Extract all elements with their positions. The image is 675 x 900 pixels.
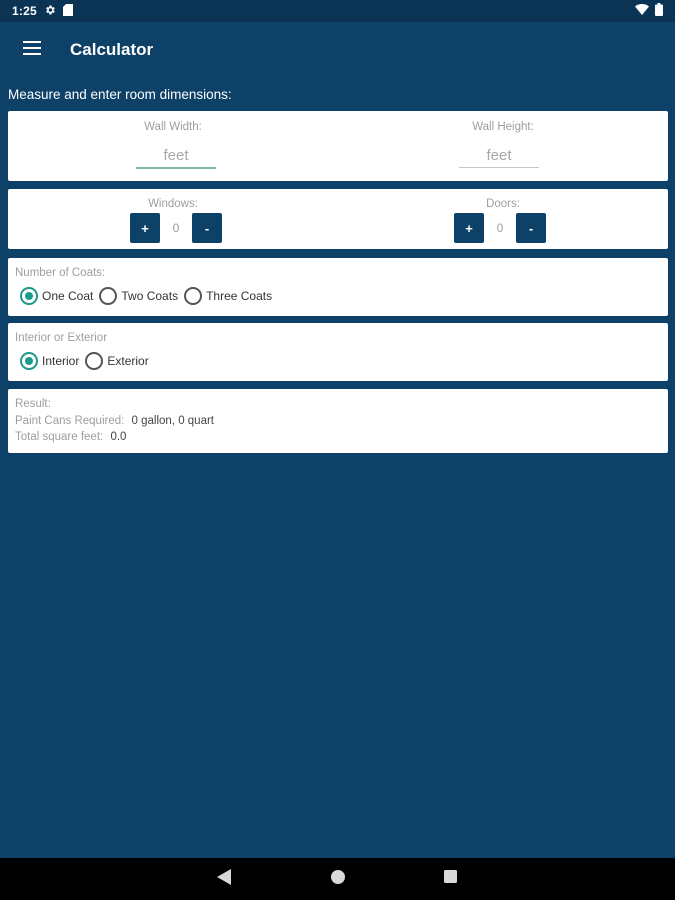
paint-cans-value: 0 gallon, 0 quart <box>131 415 214 427</box>
wall-height-input[interactable] <box>459 143 539 168</box>
radio-three-coats[interactable] <box>184 287 272 305</box>
radio-unchecked-icon <box>85 352 103 370</box>
doors-label: Doors: <box>486 198 520 210</box>
app-title: Calculator <box>70 40 154 59</box>
radio-label: Interior <box>42 354 80 368</box>
radio-label: Two Coats <box>121 289 179 303</box>
radio-unchecked-icon <box>184 287 202 305</box>
paint-cans-row <box>15 415 214 427</box>
radio-two-coats[interactable] <box>99 287 178 305</box>
navigation-bar <box>0 858 675 900</box>
recents-square-icon <box>444 870 457 888</box>
square-feet-value: 0.0 <box>110 431 127 443</box>
windows-label: Windows: <box>148 198 198 210</box>
back-triangle-icon <box>217 869 231 890</box>
home-circle-icon <box>331 870 345 889</box>
recents-button[interactable] <box>440 869 460 889</box>
windows-count: 0 <box>172 221 180 235</box>
doors-minus-button[interactable]: - <box>516 213 546 243</box>
wall-width-input[interactable] <box>136 143 216 169</box>
hamburger-menu-icon <box>23 41 41 60</box>
doors-plus-button[interactable]: + <box>454 213 484 243</box>
status-bar <box>0 0 675 22</box>
radio-checked-icon <box>20 287 38 305</box>
coats-card <box>8 258 668 316</box>
coats-radio-group <box>20 287 278 305</box>
location-radio-group <box>20 352 155 370</box>
radio-label: Three Coats <box>206 289 273 303</box>
status-time: 1:25 <box>12 4 37 18</box>
location-label: Interior or Exterior <box>15 332 108 344</box>
coats-label: Number of Coats: <box>15 267 106 279</box>
instruction-text: Measure and enter room dimensions: <box>8 87 232 102</box>
radio-exterior[interactable] <box>85 352 148 370</box>
radio-label: One Coat <box>42 289 94 303</box>
result-card <box>8 389 668 453</box>
result-title: Result: <box>15 398 51 410</box>
windows-plus-button[interactable]: + <box>130 213 160 243</box>
wall-height-section <box>338 111 668 181</box>
battery-icon <box>655 3 663 19</box>
dimensions-card <box>8 111 668 181</box>
windows-minus-button[interactable]: - <box>192 213 222 243</box>
location-card <box>8 323 668 381</box>
radio-one-coat[interactable] <box>20 287 93 305</box>
doors-count: 0 <box>496 221 504 235</box>
app-bar <box>0 22 675 78</box>
wall-height-label: Wall Height: <box>472 121 534 133</box>
wall-width-label: Wall Width: <box>144 121 202 133</box>
doors-stepper <box>454 213 546 243</box>
wifi-icon <box>635 4 649 18</box>
back-button[interactable] <box>214 869 234 889</box>
wall-width-section <box>8 111 338 181</box>
counts-card <box>8 189 668 249</box>
radio-label: Exterior <box>107 354 149 368</box>
radio-checked-icon <box>20 352 38 370</box>
radio-interior[interactable] <box>20 352 79 370</box>
menu-button[interactable] <box>19 37 45 63</box>
doors-section <box>338 189 668 249</box>
radio-unchecked-icon <box>99 287 117 305</box>
home-button[interactable] <box>328 869 348 889</box>
settings-gear-icon <box>44 4 56 19</box>
windows-section <box>8 189 338 249</box>
square-feet-row <box>15 431 126 443</box>
windows-stepper <box>130 213 222 243</box>
square-feet-label: Total square feet: <box>15 431 104 443</box>
sd-card-icon <box>63 4 73 19</box>
paint-cans-label: Paint Cans Required: <box>15 415 125 427</box>
